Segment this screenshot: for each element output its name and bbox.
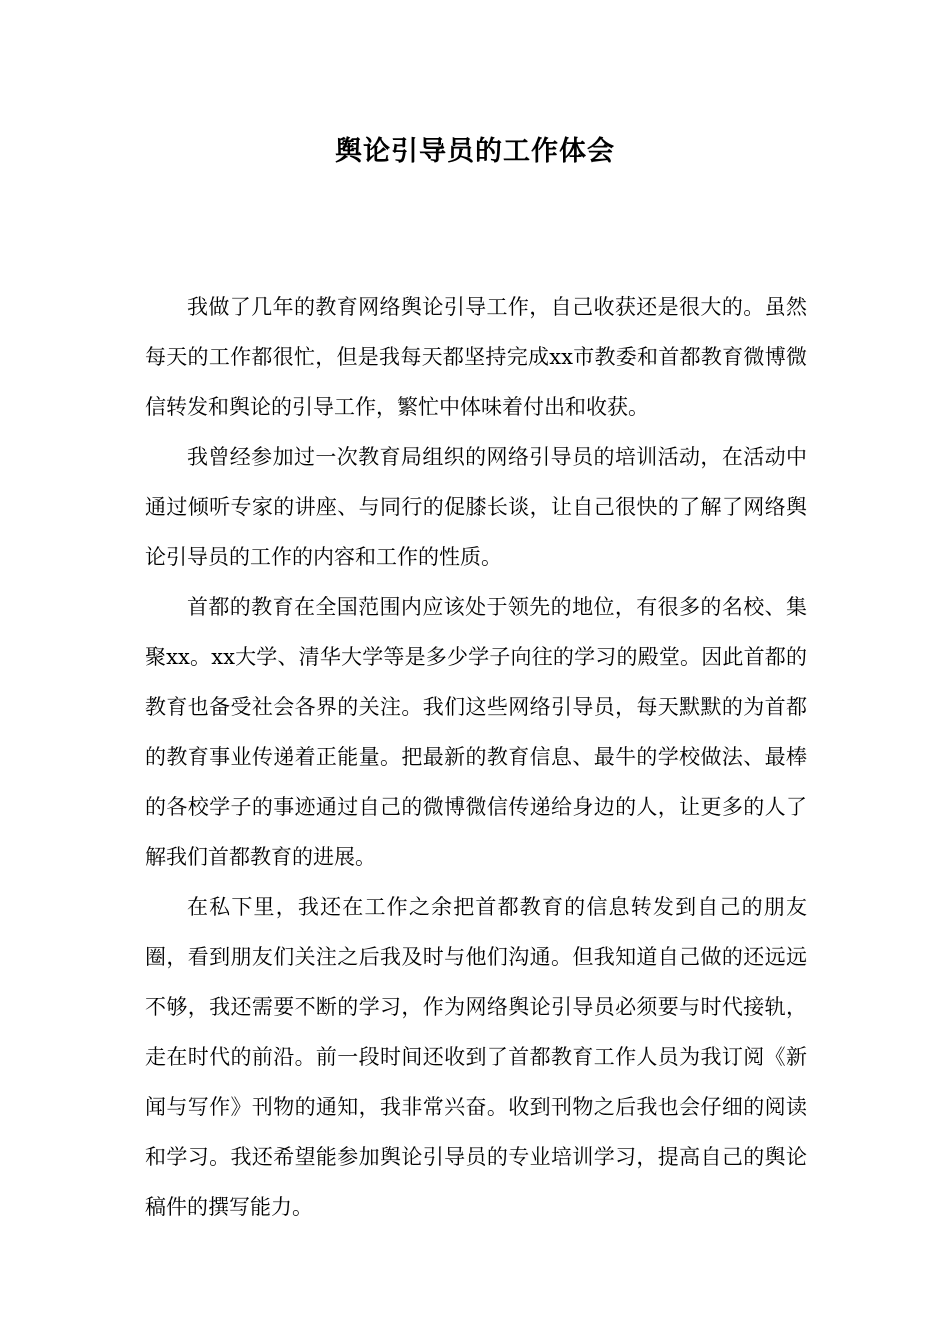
paragraph-1: 我做了几年的教育网络舆论引导工作，自己收获还是很大的。虽然每天的工作都很忙，但是我每天都坚持完成xx市教委和首都教育微博微信转发和舆论的引导工作，繁忙中体味着付出和收获。 <box>145 295 807 419</box>
paragraph-2: 我曾经参加过一次教育局组织的网络引导员的培训活动，在活动中通过倾听专家的讲座、与同行的促膝长谈，让自己很快的了解了网络舆论引导员的工作的内容和工作的性质。 <box>145 445 807 569</box>
document-body <box>145 282 807 1232</box>
paragraph-4: 在私下里，我还在工作之余把首都教育的信息转发到自己的朋友圈，看到朋友们关注之后我及时与他们沟通。但我知道自己做的还远远不够，我还需要不断的学习，作为网络舆论引导员必须要与时代接轨，走在时代的前沿。前一段时间还收到了首都教育工作人员为我订阅《新闻与写作》刊物的通知，我非常兴奋。收到刊物之后我也会仔细的阅读和学习。我还希望能参加舆论引导员的专业培训学习，提高自己的舆论稿件的撰写能力。 <box>145 895 807 1219</box>
document-title: 舆论引导员的工作体会 <box>335 136 615 167</box>
paragraph-3: 首都的教育在全国范围内应该处于领先的地位，有很多的名校、集聚xx。xx大学、清华大学等是多少学子向往的学习的殿堂。因此首都的教育也备受社会各界的关注。我们这些网络引导员，每天默默的为首都的教育事业传递着正能量。把最新的教育信息、最牛的学校做法、最棒的各校学子的事迹通过自己的微博微信传递给身边的人，让更多的人了解我们首都教育的进展。 <box>145 595 807 869</box>
